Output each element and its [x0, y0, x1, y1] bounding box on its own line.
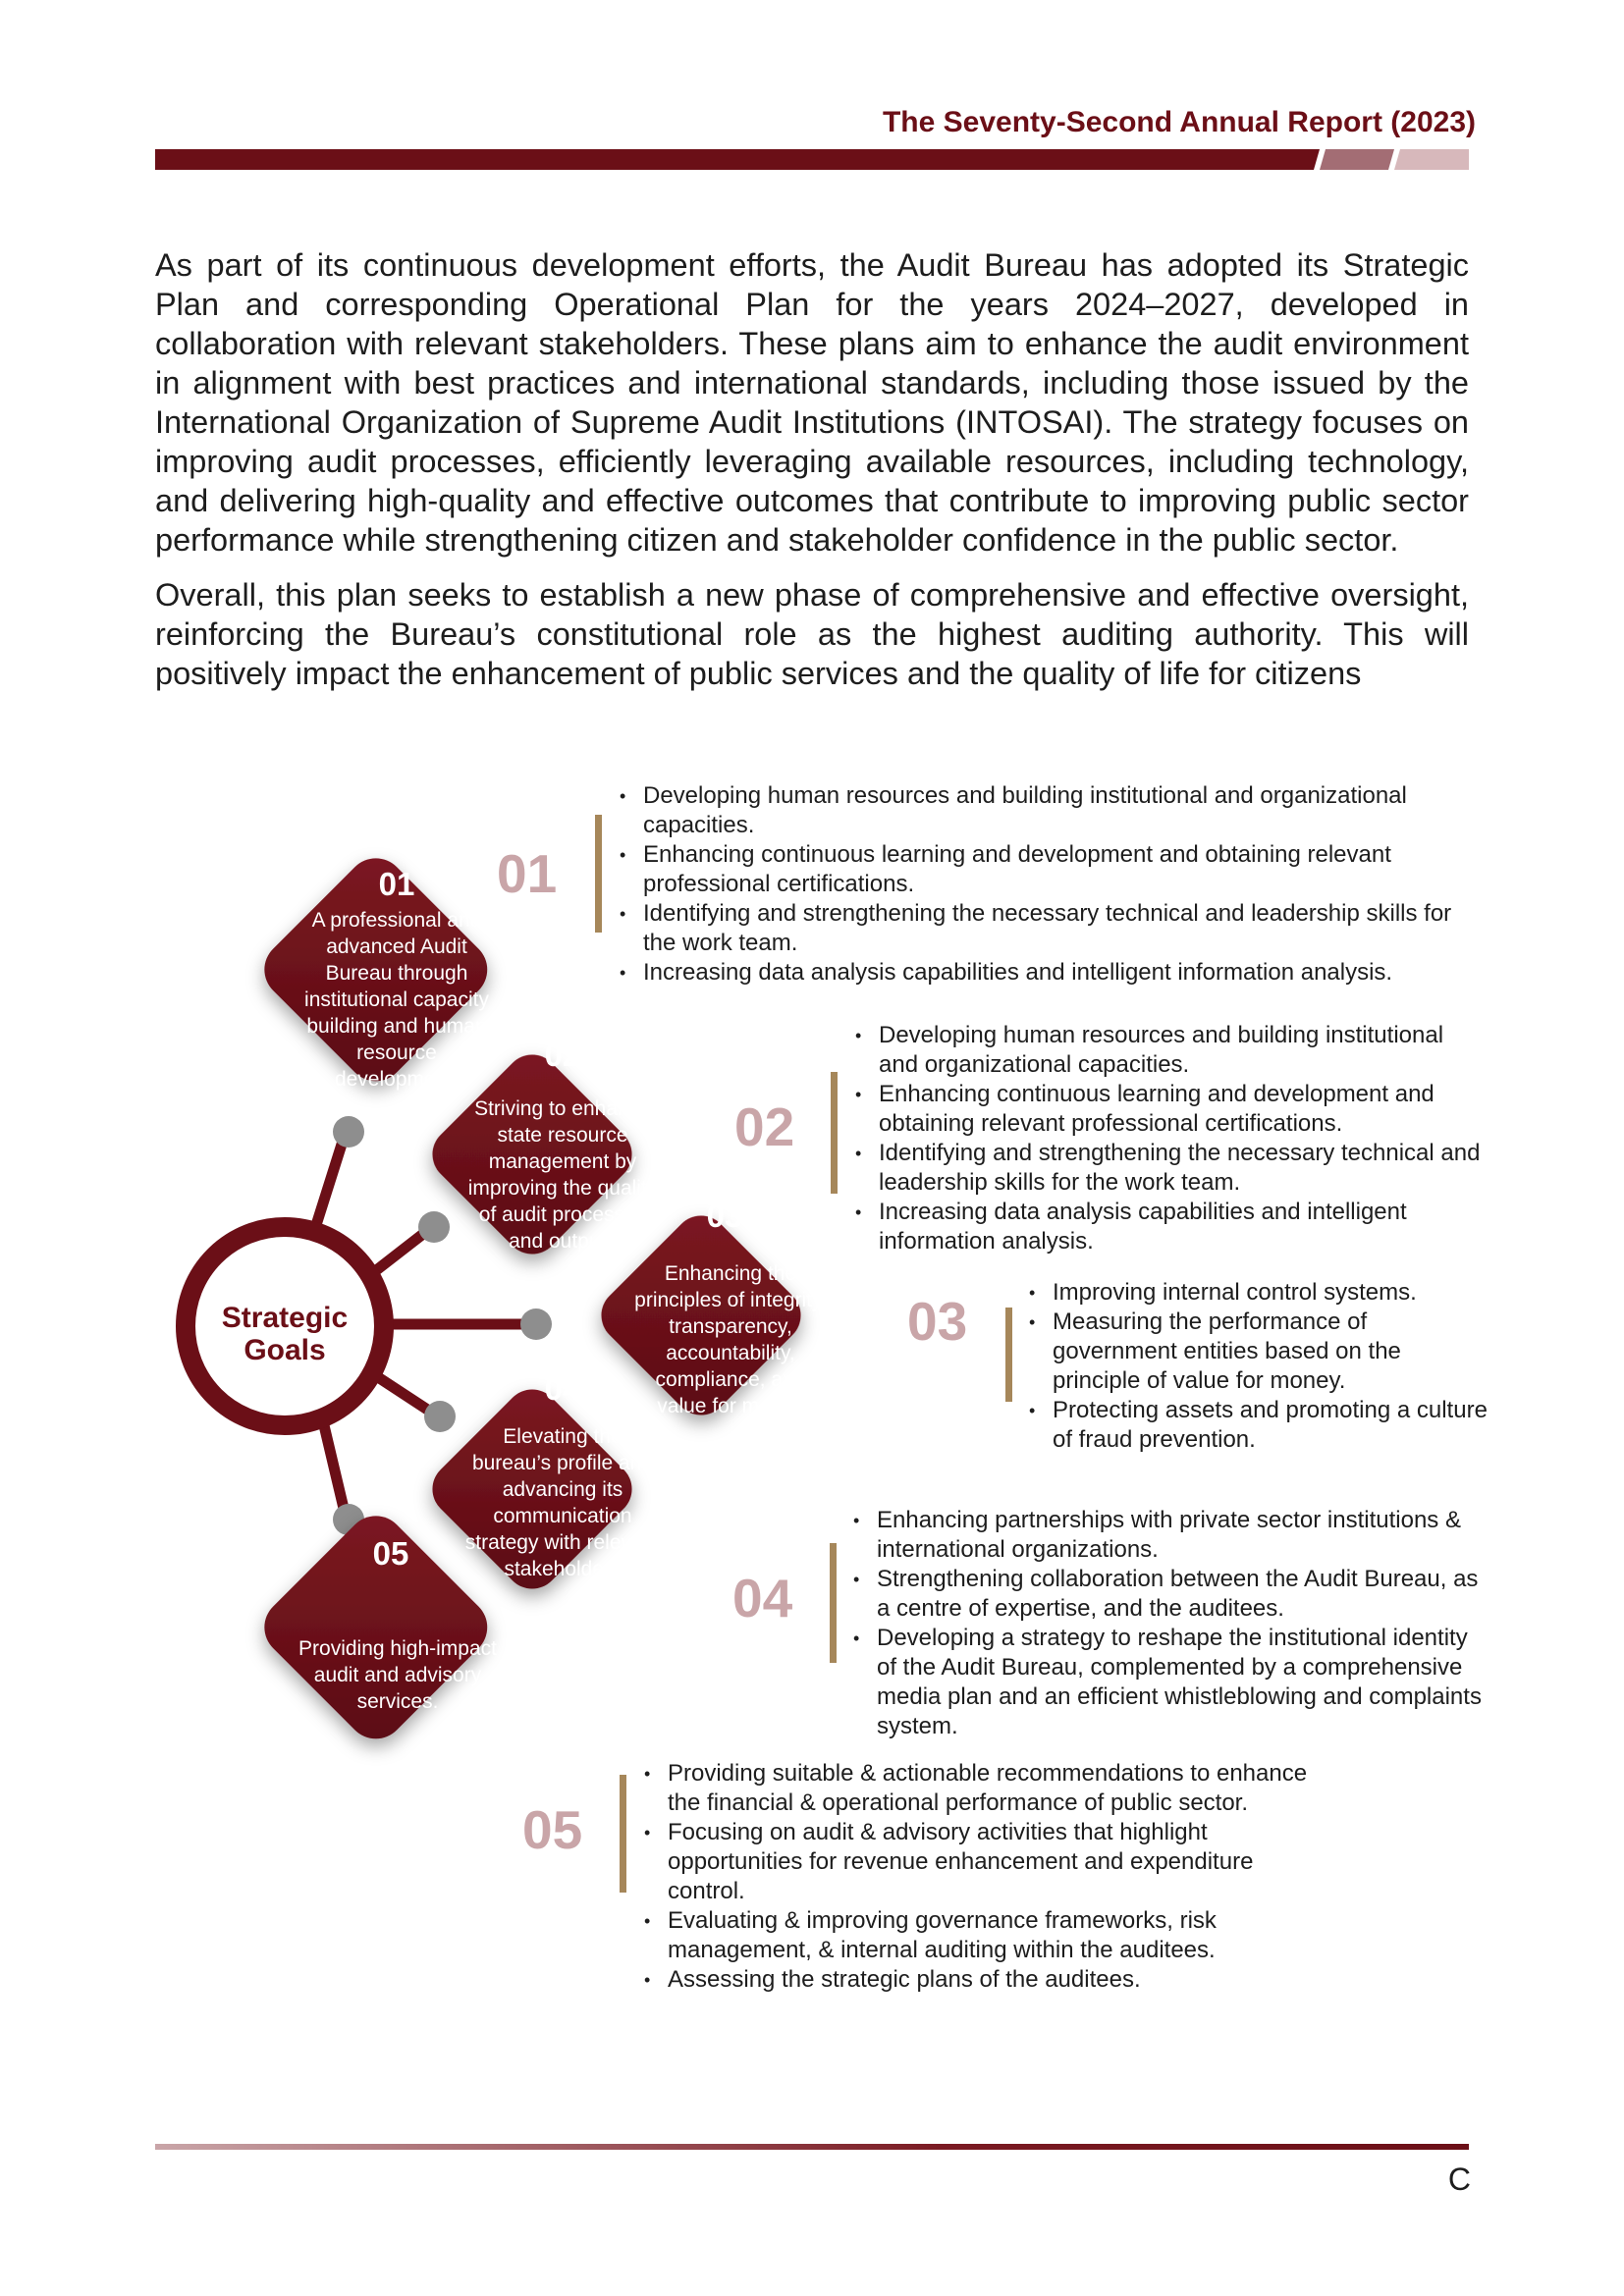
list-item: • Focusing on audit & advisory activities that highlight opportunities for revenue enhancement and expenditure control.: [644, 1818, 1331, 1906]
detail-03-number: 03: [907, 1291, 968, 1352]
detail-04-number: 04: [732, 1568, 793, 1629]
detail-03-bar: [1005, 1308, 1012, 1402]
goal-04-label: Elevating the bureau’s profile and advancing its communication strategy with relevant stakeholders: [464, 1425, 661, 1580]
detail-05-number: 05: [522, 1799, 583, 1860]
list-item: • Evaluating & improving governance frameworks, risk management, & internal auditing within the auditees.: [644, 1906, 1331, 1965]
goal-01-number: 01: [378, 866, 415, 902]
list-item: • Identifying and strengthening the necessary technical and leadership skills for the work team.: [620, 899, 1474, 958]
goal-01-label: A professional and advanced Audit Bureau through institutional capacity building and human resource development.: [304, 909, 489, 1091]
intro-paragraph-2: Overall, this plan seeks to establish a new phase of comprehensive and effective oversight, reinforcing the Bureau’s constitutional role as the highest auditing authority. This will positively impact the enhancement of public services and the quality of life for citizens: [155, 577, 1469, 691]
goal-05-number: 05: [372, 1535, 409, 1572]
list-item: • Enhancing partnerships with private sector institutions & international organizations.: [853, 1506, 1487, 1565]
detail-01-bullets: [620, 781, 1474, 988]
goal-03-label: Enhancing the principles of integrity, transparency, accountability, compliance, and value for money: [634, 1262, 827, 1417]
detail-01-number: 01: [497, 843, 558, 904]
detail-05-bullets: [644, 1759, 1331, 1995]
list-item: • Increasing data analysis capabilities and intelligent information analysis.: [620, 958, 1474, 988]
center-label-line1: Strategic: [221, 1302, 349, 1334]
intro-paragraph-1: As part of its continuous development efforts, the Audit Bureau has adopted its Strategic Plan and corresponding Operational Plan for the years 2024–2027, developed in collaboration with relevant stakeholders. These plans aim to enhance the audit environment in alignment with best practices and international standards, including those issued by the International Organization of Supreme Audit Institutions (INTOSAI). The strategy focuses on improving audit processes, efficiently leveraging available resources, including technology, and delivering high-quality and effective outcomes that contribute to improving public sector performance while strengthening citizen and stakeholder confidence in the public sector.: [155, 247, 1469, 558]
list-item: • Measuring the performance of government entities based on the principle of value for money.: [1029, 1308, 1490, 1396]
list-item: • Providing suitable & actionable recommendations to enhance the financial & operational performance of public sector.: [644, 1759, 1331, 1818]
list-item: • Increasing data analysis capabilities and intelligent information analysis.: [855, 1198, 1484, 1256]
goal-02-label: Striving to enhance state resource management by improving the quality of audit processes and outputs: [467, 1097, 658, 1253]
center-label-line2: Goals: [244, 1334, 326, 1366]
detail-02-bullets: [855, 1021, 1484, 1256]
list-item: • Developing human resources and building institutional and organizational capacities.: [855, 1021, 1484, 1080]
detail-04-bullets: [853, 1506, 1487, 1741]
list-item: • Enhancing continuous learning and development and obtaining relevant professional certifications.: [620, 840, 1474, 899]
strategic-goals-diagram: [0, 726, 1624, 2032]
detail-01-bar: [595, 815, 602, 933]
list-item: • Enhancing continuous learning and development and obtaining relevant professional certifications.: [855, 1080, 1484, 1139]
strategic-goals-label: [196, 1302, 373, 1366]
header-bar: [155, 149, 1469, 170]
report-title: The Seventy-Second Annual Report (2023): [882, 106, 1476, 138]
list-item: • Developing a strategy to reshape the institutional identity of the Audit Bureau, complemented by a comprehensive media plan and an efficient whistleblowing and complaints system.: [853, 1624, 1487, 1741]
goal-05-label: Providing high-impact audit and advisory services.: [298, 1637, 497, 1713]
goal-04-number: 04: [544, 1370, 581, 1407]
list-item: • Developing human resources and building institutional and organizational capacities.: [620, 781, 1474, 840]
goal-02-number: 02: [544, 1037, 581, 1073]
list-item: • Protecting assets and promoting a culture of fraud prevention.: [1029, 1396, 1490, 1455]
list-item: • Identifying and strengthening the necessary technical and leadership skills for the work team.: [855, 1139, 1484, 1198]
detail-05-bar: [620, 1775, 626, 1893]
detail-02-bar: [831, 1072, 838, 1194]
list-item: • Strengthening collaboration between the Audit Bureau, as a centre of expertise, and the auditees.: [853, 1565, 1487, 1624]
list-item: • Improving internal control systems.: [1029, 1278, 1490, 1308]
footer-line: [155, 2144, 1469, 2150]
list-item: • Assessing the strategic plans of the auditees.: [644, 1965, 1331, 1995]
goal-03-number: 03: [706, 1198, 743, 1234]
detail-04-bar: [830, 1543, 837, 1663]
page-number: C: [1447, 2162, 1471, 2197]
detail-02-number: 02: [734, 1096, 795, 1157]
detail-03-bullets: [1029, 1278, 1490, 1455]
